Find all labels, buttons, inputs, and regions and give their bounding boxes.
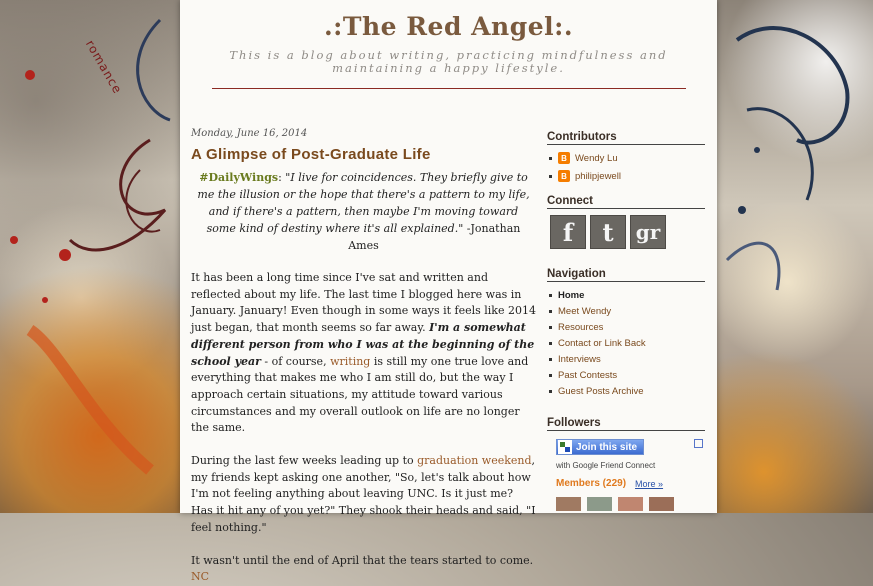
- bullet-icon: [549, 358, 552, 361]
- nc-link[interactable]: NC: [191, 570, 210, 584]
- paragraph-text: During the last few weeks leading up to: [191, 454, 418, 468]
- quote-text: "I live for coincidences. They briefly give to me the illusion or the hope that there's a pattern to my life, and if there's a pattern, then maybe I'm moving toward some kind of destiny where it's all explained.": [197, 171, 530, 235]
- quote-author: -Jonathan Ames: [348, 222, 521, 252]
- nav-item-label[interactable]: Interviews: [558, 353, 601, 365]
- nav-item-home[interactable]: [547, 287, 705, 303]
- right-background-art: [717, 0, 873, 513]
- blog-description: This is a blog about writing, practicing mindfulness and maintaining a happy lifestyle.: [229, 48, 668, 75]
- paragraph-text: It has been a long time since I've sat and written and reflected about my life. The last time I blogged here was in January. January! Even though in some ways it feels like 2014 just began, that month seems so far away.: [191, 271, 536, 335]
- paragraph-text: , my friends kept asking one another, "So, let's talk about how I'm not feeling anything about leaving UNC. Is it just me? Has it hit any of you yet?" They shook their heads and said, "I feel nothing.": [191, 454, 536, 534]
- nav-item-label[interactable]: Home: [558, 289, 585, 301]
- connect-title: Connect: [547, 195, 705, 209]
- avatar[interactable]: [556, 497, 581, 511]
- header-divider: [212, 88, 686, 89]
- gfc-subtitle: with Google Friend Connect: [556, 461, 656, 470]
- left-background-art: [0, 0, 180, 513]
- members-count: Members (229): [556, 478, 627, 489]
- post-paragraph-3: [191, 553, 536, 586]
- more-members-link[interactable]: More »: [635, 478, 664, 489]
- facebook-icon[interactable]: f: [550, 215, 586, 249]
- nav-item-label[interactable]: Past Contests: [558, 369, 618, 381]
- graduation-weekend-link[interactable]: graduation weekend: [417, 454, 532, 468]
- followers-widget: [556, 439, 705, 511]
- bullet-icon: [549, 374, 552, 377]
- blog-header: [180, 0, 717, 75]
- twitter-icon[interactable]: t: [590, 215, 626, 249]
- bullet-icon: [549, 326, 552, 329]
- nav-item-past-contests[interactable]: [547, 367, 705, 383]
- blogger-icon: B: [558, 170, 570, 182]
- nav-item-label[interactable]: Meet Wendy: [558, 305, 612, 317]
- decorative-flower-art: [717, 0, 873, 513]
- join-button-label: Join this site: [576, 441, 638, 453]
- social-icons: [550, 215, 705, 249]
- sidebar: [547, 131, 705, 511]
- contributor-item[interactable]: [547, 149, 705, 167]
- bullet-icon: [549, 157, 552, 160]
- paragraph-text: is still my one true love and everything that makes me who I am still do, but the way I approach certain situations, my attitude toward various circumstances and my overall outlook on life are no longer the same.: [191, 354, 529, 435]
- navigation-list: [547, 287, 705, 399]
- contributor-item[interactable]: [547, 167, 705, 185]
- decorative-swirl-art: [0, 0, 180, 513]
- navigation-title: Navigation: [547, 268, 705, 282]
- post-paragraph-2: [191, 453, 536, 537]
- nav-item-interviews[interactable]: [547, 351, 705, 367]
- nav-item-contact[interactable]: [547, 335, 705, 351]
- paragraph-text: It wasn't until the end of April that the tears started to come.: [191, 553, 534, 567]
- contributors-title: Contributors: [547, 131, 705, 145]
- post-title[interactable]: A Glimpse of Post-Graduate Life: [191, 146, 431, 163]
- contributor-name[interactable]: philipjewell: [575, 170, 621, 182]
- join-this-site-button[interactable]: [556, 439, 644, 455]
- google-friend-connect-icon: [558, 440, 572, 454]
- avatar[interactable]: [649, 497, 674, 511]
- romance-tattoo-text: romance: [82, 37, 125, 97]
- bullet-icon: [549, 294, 552, 297]
- nav-item-resources[interactable]: [547, 319, 705, 335]
- members-row: [556, 478, 705, 489]
- post-column: [191, 128, 536, 586]
- post-quote: #DailyWings: "I live for coincidences. They briefly give to me the illusion or the hope that there's a pattern to my life, and if there's a pattern, then maybe I'm moving toward some kind of destiny where it's all explained." -Jonathan Ames: [197, 171, 530, 252]
- daily-wings-tag: #DailyWings: [199, 171, 279, 184]
- blog-title[interactable]: .:The Red Angel:.: [323, 12, 574, 41]
- popout-icon[interactable]: [694, 439, 703, 448]
- goodreads-icon[interactable]: gr: [630, 215, 666, 249]
- nav-item-meet-wendy[interactable]: [547, 303, 705, 319]
- bullet-icon: [549, 390, 552, 393]
- followers-title: Followers: [547, 417, 705, 431]
- contributor-name[interactable]: Wendy Lu: [575, 152, 618, 164]
- nav-item-label[interactable]: Resources: [558, 321, 604, 333]
- post-date: Monday, June 16, 2014: [191, 128, 308, 139]
- blogger-icon: B: [558, 152, 570, 164]
- bullet-icon: [549, 175, 552, 178]
- contributors-list: [547, 149, 705, 185]
- avatar[interactable]: [587, 497, 612, 511]
- paragraph-text: - of course,: [260, 354, 331, 368]
- bullet-icon: [549, 310, 552, 313]
- blog-page: [180, 0, 717, 584]
- avatar[interactable]: [618, 497, 643, 511]
- bullet-icon: [549, 342, 552, 345]
- nav-item-label[interactable]: Contact or Link Back: [558, 337, 646, 349]
- member-avatars: [556, 497, 705, 511]
- paragraph-bold-text: I'm a somewhat different person from who I was at the beginning of the school year: [191, 321, 535, 368]
- nav-item-guest-posts[interactable]: [547, 383, 705, 399]
- nav-item-label[interactable]: Guest Posts Archive: [558, 385, 644, 397]
- post-paragraph-1: [191, 270, 536, 437]
- writing-link[interactable]: writing: [330, 354, 371, 368]
